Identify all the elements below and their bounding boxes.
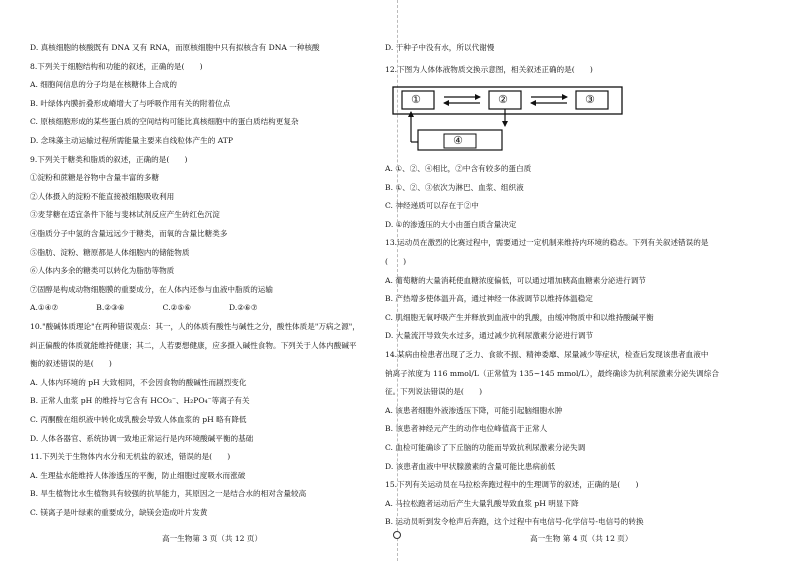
text-line: C. 神经递质可以存在于②中	[385, 201, 479, 211]
text-line: ③麦芽糖在适宜条件下能与斐林试剂反应产生砖红色沉淀	[30, 210, 220, 220]
text-line: A. 该患者细胞外液渗透压下降，可能引起脑细胞水肿	[385, 405, 563, 415]
diagram-node-2: ②	[498, 93, 508, 106]
text-line: B. 叶绿体内膜折叠形成嵴增大了与呼吸作用有关的附着位点	[30, 98, 231, 108]
text-line: B. 运动员听到发令枪声后奔跑，这个过程中有电信号-化学信号-电信号的转换	[385, 517, 644, 527]
diagram-node-4: ④	[453, 134, 463, 147]
text-line: A. 马拉松跑者运动后产生大量乳酸导致血浆 pH 明显下降	[385, 498, 579, 508]
text-line: ( )	[385, 257, 407, 266]
text-line: 征。下列说法错误的是( )	[385, 387, 483, 397]
text-line: C. 丙酮酸在组织液中转化成乳酸会导致人体血浆的 pH 略有降低	[30, 415, 247, 424]
text-line: B. 旱生植物比水生植物具有较强的抗旱能力，其原因之一是结合水的相对含量较高	[30, 489, 307, 499]
text-line: 衡的叙述错误的是( )	[30, 359, 112, 369]
text-line: 钠离子浓度为 116 mmol/L（正常值为 135~145 mmol/L），最终确诊为抗利尿激素分泌失调综合	[385, 368, 719, 378]
text-line: C. 肌细胞无氧呼吸产生并释放到血液中的乳酸，由缓冲物质中和以维持酸碱平衡	[385, 312, 654, 322]
text-line: ①淀粉和蔗糖是谷物中含量丰富的多糖	[30, 173, 160, 183]
text-line: 11.下列关于生物体内水分和无机盐的叙述，错误的是( )	[30, 452, 231, 462]
text-line: C. 镁离子是叶绿素的重要成分，缺镁会造成叶片发黄	[30, 508, 208, 517]
text-line: A. 细胞间信息的分子均是在核糖体上合成的	[30, 80, 177, 90]
text-line: 13.运动员在激烈的比赛过程中，需要通过一定机制来维持内环境的稳态。下列有关叙述错误的是	[385, 238, 709, 248]
right-page	[385, 0, 794, 561]
text-line: B. 该患者神经元产生的动作电位峰值高于正常人	[385, 424, 548, 434]
text-line: 纠正偏酸的体质就能维持健康；其二，人若要想健康，应多摄入碱性食物。下列关于人体内酸碱平	[30, 340, 357, 350]
text-line: A. 人体内环境的 pH 大致相同，不会因食物的酸碱性而剧烈变化	[30, 377, 247, 387]
text-line: D. 人体各器官、系统协调一致地正常运行是内环境酸碱平衡的基础	[30, 433, 254, 443]
text-line: 9.下列关于糖类和脂质的叙述，正确的是( )	[30, 154, 188, 164]
text-line: 8.下列关于细胞结构和功能的叙述，正确的是( )	[30, 61, 203, 71]
page-divider	[397, 0, 398, 561]
body-fluid-exchange-diagram	[392, 86, 624, 156]
text-line: D. 念珠藻主动运输过程所需能量主要来自线粒体产生的 ATP	[30, 136, 233, 145]
text-line: D. 干种子中没有水，所以代谢慢	[385, 43, 495, 52]
left-page-footer: 高一生物第 3 页（共 12 页）	[162, 534, 263, 543]
text-line: D. 真核细胞的核酸既有 DNA 又有 RNA，而原核细胞中只有拟核含有 DNA 一种核酸	[30, 43, 320, 52]
text-line: B. 正常人血浆 pH 的维持与它含有 HCO₃⁻、H₂PO₄⁻等离子有关	[30, 396, 250, 406]
text-line: B. ①、②、③依次为淋巴、血浆、组织液	[385, 182, 524, 192]
right-page-footer: 高一生物 第 4 页（共 12 页）	[530, 534, 633, 543]
text-line: A. ①、②、④相比，②中含有较多的蛋白质	[385, 164, 532, 173]
text-line: ②人体摄入的淀粉不能直接被细胞吸收利用	[30, 191, 175, 201]
text-line: 12.下图为人体体液物质交换示意图，相关叙述正确的是( )	[385, 65, 593, 74]
text-line: ⑤脂肪、淀粉、糖原都是人体细胞内的储能物质	[30, 247, 190, 257]
diagram-node-1: ①	[411, 93, 421, 106]
text-line: D. ①的渗透压的大小由蛋白质含量决定	[385, 219, 517, 229]
text-line: 14.某病由检患者出现了乏力、食欲不振、精神委靡、尿量减少等症状，检查后发现该患者血液中	[385, 350, 709, 359]
diagram-node-3: ③	[585, 93, 595, 106]
text-line: D. 该患者血液中甲状腺激素的含量可能比患病前低	[385, 461, 556, 471]
text-line: A. 生理盐水能维持人体渗透压的平衡，防止细胞过度吸水而涨破	[30, 470, 246, 480]
text-line: C. 原核细胞形成的某些蛋白质的空间结构可能比真核细胞中的蛋白质结构更复杂	[30, 117, 299, 127]
text-line: A. 葡萄糖的大量消耗使血糖浓度偏低，可以通过增加胰高血糖素分泌进行调节	[385, 275, 646, 285]
text-line: ④脂质分子中氢的含量远远少于糖类，而氧的含量比糖类多	[30, 229, 228, 238]
text-line: D. 大量流汗导致失水过多，通过减少抗利尿激素分泌进行调节	[385, 331, 594, 341]
text-line: ⑥人体内多余的糖类可以转化为脂肪等物质	[30, 266, 175, 276]
text-line: 10."酸碱体质理论"在两种错误观点：其一，人的体质有酸性与碱性之分，酸性体质是"万病之源"，	[30, 322, 360, 331]
text-line: A.①④⑦ B.②③⑥ C.②⑤⑥ D.②⑥⑦	[30, 303, 258, 313]
text-line: 15.下列有关运动员在马拉松奔跑过程中的生理调节的叙述，正确的是( )	[385, 480, 639, 490]
text-line: C. 血检可能确诊了下丘脑的功能而导致抗利尿激素分泌失调	[385, 443, 586, 452]
text-line: ⑦固醇是构成动物细胞膜的重要成分，在人体内还参与血液中脂质的运输	[30, 284, 273, 294]
binding-hole-icon	[393, 531, 401, 539]
text-line: B. 产热增多使体温升高，通过神经一体液调节以维持体温稳定	[385, 294, 593, 304]
